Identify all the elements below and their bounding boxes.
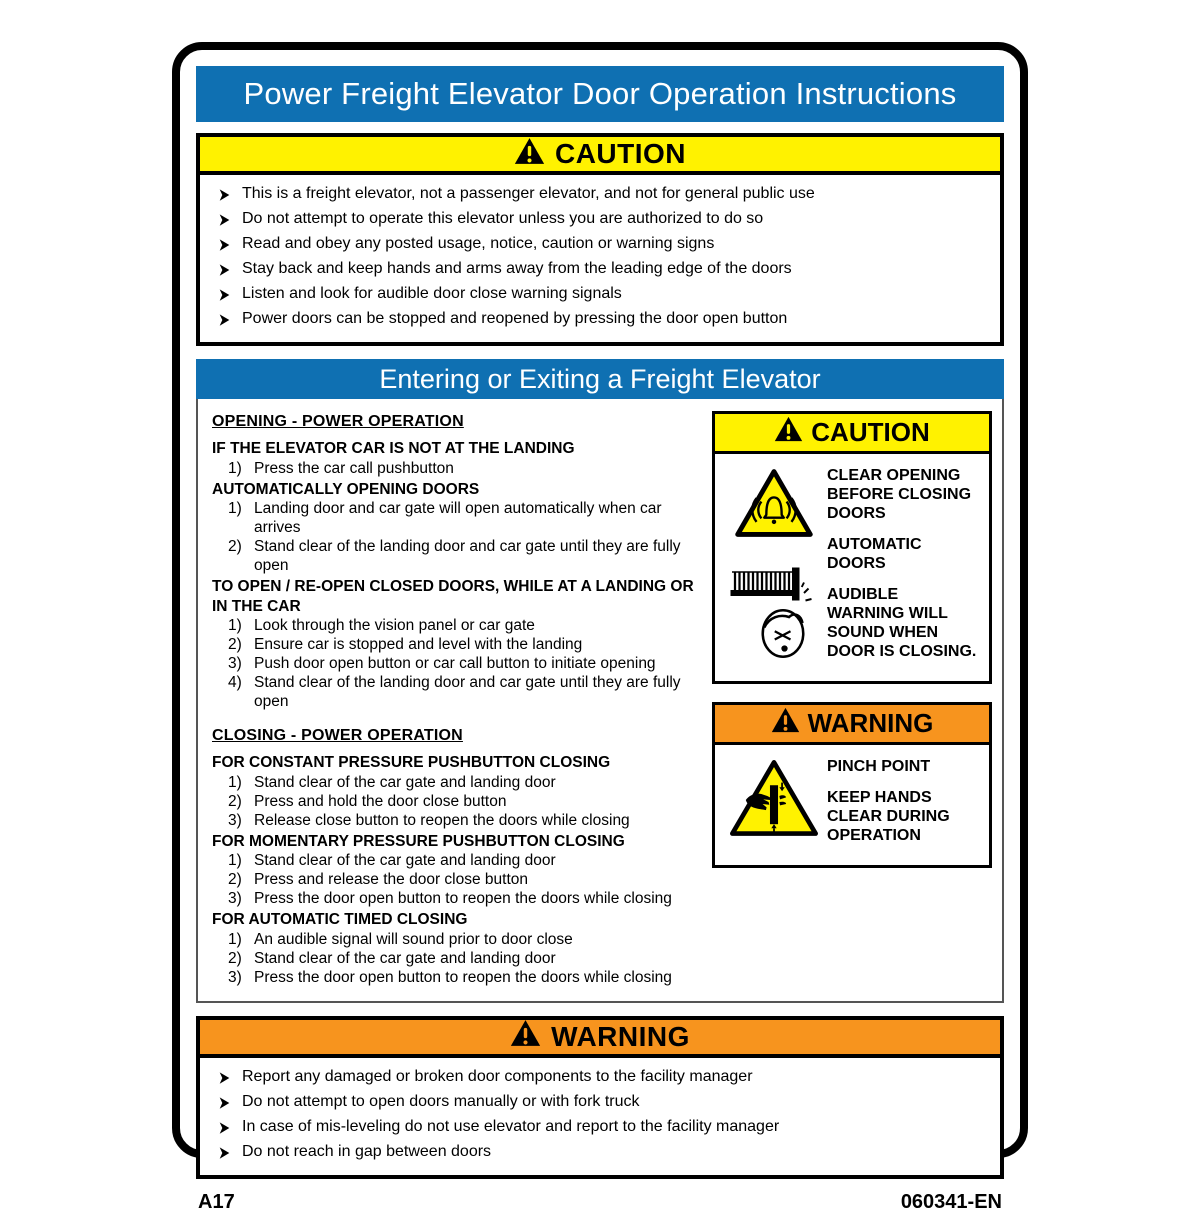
bullet-item (218, 208, 986, 233)
warning-box (712, 702, 992, 868)
instruction-step (212, 616, 702, 635)
bullet-item (218, 1066, 986, 1091)
bullet-text: Read and obey any posted usage, notice, caution or warning signs (242, 235, 715, 252)
closing-groups (212, 753, 702, 987)
instruction-group-heading: FOR CONSTANT PRESSURE PUSHBUTTON CLOSING (212, 754, 611, 771)
bottom-warning-header-text: WARNING (551, 1020, 690, 1052)
step-text: Stand clear of the car gate and landing door (254, 852, 556, 869)
arrow-bullet-icon (218, 183, 242, 208)
instruction-group-heading: IF THE ELEVATOR CAR IS NOT AT THE LANDING (212, 440, 575, 457)
bullet-item (218, 1141, 986, 1166)
safety-alert-icon (774, 416, 803, 449)
warning-box-header (715, 705, 989, 745)
opening-groups (212, 439, 702, 711)
warning-box-body (715, 745, 989, 865)
bullet-item (218, 1116, 986, 1141)
step-number: 2) (228, 871, 242, 888)
arrow-bullet-icon (218, 1091, 242, 1116)
bullet-text: Stay back and keep hands and arms away from the leading edge of the doors (242, 260, 792, 277)
arrow-bullet-icon (218, 308, 242, 333)
pictogram-message: KEEP HANDS CLEAR DURING OPERATION (827, 789, 950, 844)
step-text: Press and hold the door close button (254, 792, 507, 810)
warning-box-header-text: WARNING (807, 708, 934, 738)
instruction-group-heading: TO OPEN / RE-OPEN CLOSED DOORS, WHILE AT A LANDING OR IN THE CAR (212, 578, 694, 615)
safety-label (172, 42, 1028, 1213)
closing-title: CLOSING - POWER OPERATION (212, 727, 463, 744)
step-number: 2) (228, 792, 242, 810)
warning-box-icons (721, 757, 827, 857)
bullet-item (218, 1091, 986, 1116)
bullet-item (218, 233, 986, 258)
bottom-warning-panel (196, 1016, 1004, 1179)
instruction-step (212, 654, 702, 673)
step-text: Press the car call pushbutton (254, 459, 454, 477)
instruction-step (212, 851, 702, 870)
arrow-bullet-icon (218, 258, 242, 283)
instruction-step (212, 673, 702, 711)
step-text: An audible signal will sound prior to door close (254, 930, 573, 948)
pictogram-message: AUTOMATIC DOORS (827, 536, 922, 572)
entering-section-header-text: Entering or Exiting a Freight Elevator (379, 363, 821, 394)
caution-box-body (715, 454, 989, 681)
caution-box (712, 411, 992, 684)
pictogram-column (712, 411, 992, 987)
arrow-bullet-icon (218, 283, 242, 308)
audible-alarm-triangle-icon (732, 466, 816, 545)
bullet-item (218, 183, 986, 208)
bullet-text: In case of mis-leveling do not use elevator and report to the facility manager (242, 1117, 780, 1135)
arrow-bullet-icon (218, 1116, 242, 1141)
step-text: Ensure car is stopped and level with the landing (254, 636, 583, 653)
bullet-item (218, 283, 986, 308)
step-text: Push door open button or car call button to initiate opening (254, 655, 656, 672)
step-text: Stand clear of the car gate and landing door (254, 773, 556, 791)
arrow-bullet-icon (218, 208, 242, 233)
bullet-text: Power doors can be stopped and reopened by pressing the door open button (242, 310, 788, 327)
pinch-point-triangle-icon (727, 757, 821, 844)
top-caution-header (200, 137, 1000, 175)
pictogram-message: CLEAR OPENING BEFORE CLOSING DOORS (827, 467, 972, 522)
bullet-text: Do not reach in gap between doors (242, 1142, 492, 1160)
bullet-item (218, 308, 986, 333)
instruction-group-heading: AUTOMATICALLY OPENING DOORS (212, 480, 480, 498)
instruction-step (212, 499, 702, 537)
step-number: 1) (228, 617, 242, 634)
step-number: 1) (228, 773, 242, 791)
step-number: 3) (228, 890, 242, 907)
caution-box-icons (721, 466, 827, 673)
warning-box-messages (827, 757, 983, 857)
instruction-step (212, 635, 702, 654)
caution-box-header (715, 414, 989, 454)
step-number: 2) (228, 636, 242, 653)
entering-section-body (196, 399, 1004, 1003)
step-text: Press and release the door close button (254, 871, 529, 888)
step-text: Release close button to reopen the doors while closing (254, 811, 630, 829)
step-number: 1) (228, 852, 242, 869)
instruction-step (212, 537, 702, 575)
instruction-step (212, 773, 702, 792)
bullet-item (218, 258, 986, 283)
footer-part-number: 060341-EN (900, 1190, 1002, 1213)
step-number: 1) (228, 930, 242, 948)
arrow-bullet-icon (218, 233, 242, 258)
instructions-column (212, 411, 702, 987)
door-striking-head-icon (729, 557, 819, 667)
arrow-bullet-icon (218, 1141, 242, 1166)
page-title (196, 66, 1004, 122)
bottom-warning-body (200, 1058, 1000, 1175)
top-caution-panel (196, 133, 1004, 346)
step-number: 3) (228, 655, 242, 672)
bullet-text: Listen and look for audible door close warning signals (242, 285, 622, 302)
caution-box-header-text: CAUTION (811, 417, 930, 447)
top-caution-header-text: CAUTION (554, 138, 687, 169)
pictogram-message: PINCH POINT (827, 758, 931, 775)
caution-box-messages (827, 466, 983, 673)
instruction-group-heading: FOR AUTOMATIC TIMED CLOSING (212, 911, 468, 928)
bullet-text: This is a freight elevator, not a passenger elevator, and not for general public use (242, 185, 815, 202)
bullet-text: Report any damaged or broken door components to the facility manager (242, 1067, 753, 1085)
top-caution-body (200, 175, 1000, 342)
instruction-step (212, 930, 702, 949)
instruction-step (212, 870, 702, 889)
instruction-group-heading: FOR MOMENTARY PRESSURE PUSHBUTTON CLOSING (212, 832, 625, 850)
instruction-step (212, 811, 702, 830)
step-text: Landing door and car gate will open automatically when car arrives (254, 500, 662, 536)
safety-alert-icon (514, 137, 545, 172)
instruction-step (212, 949, 702, 968)
bullet-text: Do not attempt to open doors manually or with fork truck (242, 1092, 640, 1110)
step-number: 1) (228, 459, 242, 477)
opening-title: OPENING - POWER OPERATION (212, 413, 464, 430)
step-number: 4) (228, 674, 242, 691)
step-number: 3) (228, 968, 242, 986)
instruction-step (212, 459, 702, 478)
page-title-text: Power Freight Elevator Door Operation Instructions (243, 76, 957, 111)
step-text: Press the door open button to reopen the doors while closing (254, 890, 672, 907)
bullet-text: Do not attempt to operate this elevator unless you are authorized to do so (242, 210, 764, 227)
footer-revision-code: A17 (198, 1190, 235, 1213)
step-text: Press the door open button to reopen the doors while closing (254, 968, 672, 986)
step-number: 2) (228, 949, 242, 967)
bottom-warning-header (200, 1020, 1000, 1058)
step-text: Look through the vision panel or car gate (254, 617, 535, 634)
instruction-step (212, 968, 702, 987)
step-text: Stand clear of the car gate and landing door (254, 949, 556, 967)
step-number: 3) (228, 811, 242, 829)
entering-section-header (196, 359, 1004, 399)
safety-alert-icon (771, 707, 800, 740)
safety-alert-icon (510, 1019, 541, 1054)
step-text: Stand clear of the landing door and car gate until they are fully open (254, 674, 681, 710)
instruction-step (212, 792, 702, 811)
instruction-step (212, 889, 702, 908)
arrow-bullet-icon (218, 1066, 242, 1091)
step-number: 2) (228, 538, 242, 555)
step-number: 1) (228, 500, 242, 517)
footer (196, 1191, 1004, 1214)
pictogram-message: AUDIBLE WARNING WILL SOUND WHEN DOOR IS CLOSING. (827, 586, 977, 660)
step-text: Stand clear of the landing door and car gate until they are fully open (254, 538, 681, 574)
